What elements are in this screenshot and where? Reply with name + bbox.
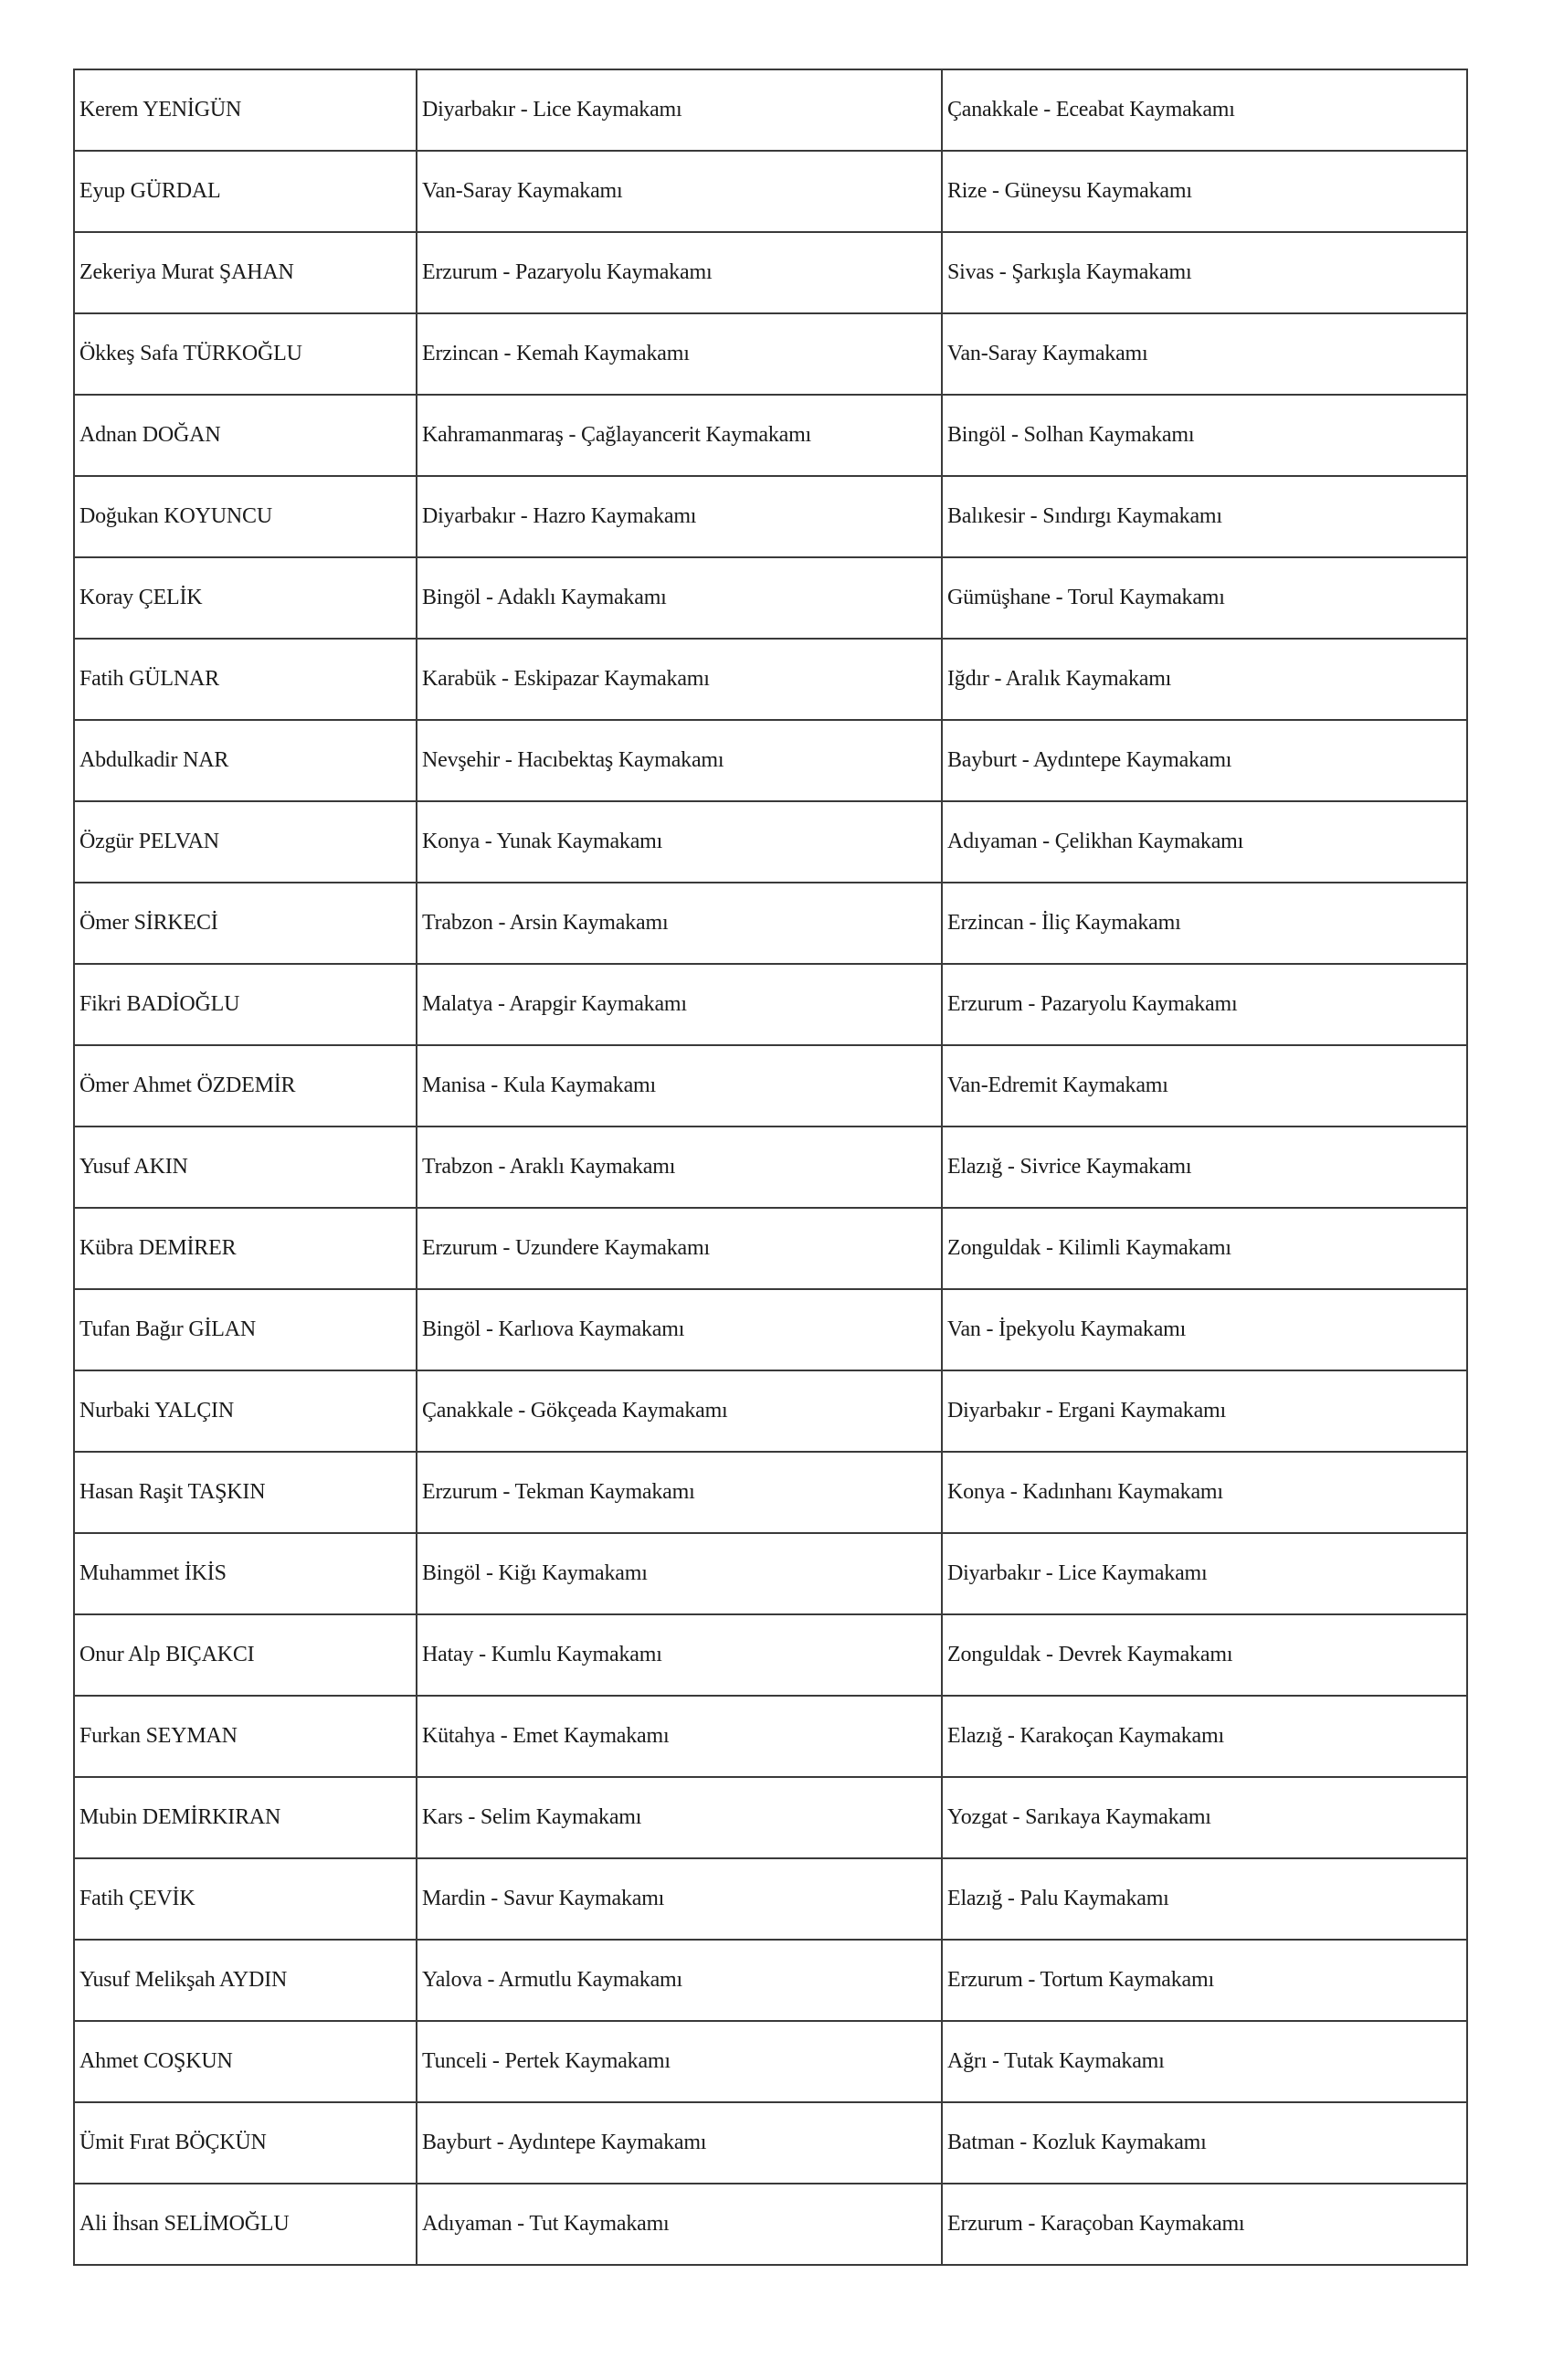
new-post-cell: Elazığ - Sivrice Kaymakamı bbox=[942, 1127, 1467, 1208]
new-post-cell: Van-Saray Kaymakamı bbox=[942, 313, 1467, 395]
name-cell: Yusuf Melikşah AYDIN bbox=[74, 1940, 417, 2021]
table-row bbox=[74, 964, 1467, 1045]
name-cell: Tufan Bağır GİLAN bbox=[74, 1289, 417, 1370]
name-cell: Mubin DEMİRKIRAN bbox=[74, 1777, 417, 1858]
new-post-cell: Sivas - Şarkışla Kaymakamı bbox=[942, 232, 1467, 313]
table-row bbox=[74, 720, 1467, 801]
table-row bbox=[74, 801, 1467, 883]
new-post-cell: Elazığ - Palu Kaymakamı bbox=[942, 1858, 1467, 1940]
current-post-cell: Manisa - Kula Kaymakamı bbox=[417, 1045, 942, 1127]
current-post-cell: Trabzon - Arsin Kaymakamı bbox=[417, 883, 942, 964]
current-post-cell: Trabzon - Araklı Kaymakamı bbox=[417, 1127, 942, 1208]
table-row bbox=[74, 1858, 1467, 1940]
name-cell: Onur Alp BIÇAKCI bbox=[74, 1614, 417, 1696]
current-post-cell: Bingöl - Karlıova Kaymakamı bbox=[417, 1289, 942, 1370]
table-row bbox=[74, 1452, 1467, 1533]
new-post-cell: Ağrı - Tutak Kaymakamı bbox=[942, 2021, 1467, 2102]
current-post-cell: Diyarbakır - Lice Kaymakamı bbox=[417, 69, 942, 151]
table-row bbox=[74, 1777, 1467, 1858]
current-post-cell: Kars - Selim Kaymakamı bbox=[417, 1777, 942, 1858]
name-cell: Hasan Raşit TAŞKIN bbox=[74, 1452, 417, 1533]
new-post-cell: Zonguldak - Devrek Kaymakamı bbox=[942, 1614, 1467, 1696]
current-post-cell: Karabük - Eskipazar Kaymakamı bbox=[417, 639, 942, 720]
current-post-cell: Diyarbakır - Hazro Kaymakamı bbox=[417, 476, 942, 557]
new-post-cell: Erzurum - Tortum Kaymakamı bbox=[942, 1940, 1467, 2021]
table-row bbox=[74, 313, 1467, 395]
current-post-cell: Van-Saray Kaymakamı bbox=[417, 151, 942, 232]
table-row bbox=[74, 883, 1467, 964]
name-cell: Ahmet COŞKUN bbox=[74, 2021, 417, 2102]
current-post-cell: Kahramanmaraş - Çağlayancerit Kaymakamı bbox=[417, 395, 942, 476]
name-cell: Ömer Ahmet ÖZDEMİR bbox=[74, 1045, 417, 1127]
name-cell: Kerem YENİGÜN bbox=[74, 69, 417, 151]
new-post-cell: Erzurum - Karaçoban Kaymakamı bbox=[942, 2184, 1467, 2265]
name-cell: Kübra DEMİRER bbox=[74, 1208, 417, 1289]
table-row bbox=[74, 1696, 1467, 1777]
table-row bbox=[74, 2184, 1467, 2265]
appointment-table-body bbox=[74, 69, 1467, 2265]
current-post-cell: Erzincan - Kemah Kaymakamı bbox=[417, 313, 942, 395]
new-post-cell: Batman - Kozluk Kaymakamı bbox=[942, 2102, 1467, 2184]
new-post-cell: Elazığ - Karakoçan Kaymakamı bbox=[942, 1696, 1467, 1777]
current-post-cell: Tunceli - Pertek Kaymakamı bbox=[417, 2021, 942, 2102]
name-cell: Fatih ÇEVİK bbox=[74, 1858, 417, 1940]
current-post-cell: Erzurum - Tekman Kaymakamı bbox=[417, 1452, 942, 1533]
new-post-cell: Iğdır - Aralık Kaymakamı bbox=[942, 639, 1467, 720]
current-post-cell: Adıyaman - Tut Kaymakamı bbox=[417, 2184, 942, 2265]
table-row bbox=[74, 557, 1467, 639]
name-cell: Abdulkadir NAR bbox=[74, 720, 417, 801]
new-post-cell: Balıkesir - Sındırgı Kaymakamı bbox=[942, 476, 1467, 557]
new-post-cell: Zonguldak - Kilimli Kaymakamı bbox=[942, 1208, 1467, 1289]
new-post-cell: Diyarbakır - Ergani Kaymakamı bbox=[942, 1370, 1467, 1452]
name-cell: Furkan SEYMAN bbox=[74, 1696, 417, 1777]
current-post-cell: Bingöl - Adaklı Kaymakamı bbox=[417, 557, 942, 639]
name-cell: Özgür PELVAN bbox=[74, 801, 417, 883]
name-cell: Fatih GÜLNAR bbox=[74, 639, 417, 720]
new-post-cell: Erzurum - Pazaryolu Kaymakamı bbox=[942, 964, 1467, 1045]
table-row bbox=[74, 151, 1467, 232]
table-row bbox=[74, 69, 1467, 151]
current-post-cell: Yalova - Armutlu Kaymakamı bbox=[417, 1940, 942, 2021]
table-row bbox=[74, 1289, 1467, 1370]
new-post-cell: Erzincan - İliç Kaymakamı bbox=[942, 883, 1467, 964]
name-cell: Nurbaki YALÇIN bbox=[74, 1370, 417, 1452]
new-post-cell: Bingöl - Solhan Kaymakamı bbox=[942, 395, 1467, 476]
name-cell: Yusuf AKIN bbox=[74, 1127, 417, 1208]
table-row bbox=[74, 476, 1467, 557]
name-cell: Fikri BADİOĞLU bbox=[74, 964, 417, 1045]
name-cell: Adnan DOĞAN bbox=[74, 395, 417, 476]
name-cell: Ali İhsan SELİMOĞLU bbox=[74, 2184, 417, 2265]
new-post-cell: Van - İpekyolu Kaymakamı bbox=[942, 1289, 1467, 1370]
table-row bbox=[74, 1370, 1467, 1452]
current-post-cell: Konya - Yunak Kaymakamı bbox=[417, 801, 942, 883]
current-post-cell: Erzurum - Pazaryolu Kaymakamı bbox=[417, 232, 942, 313]
name-cell: Doğukan KOYUNCU bbox=[74, 476, 417, 557]
current-post-cell: Çanakkale - Gökçeada Kaymakamı bbox=[417, 1370, 942, 1452]
current-post-cell: Erzurum - Uzundere Kaymakamı bbox=[417, 1208, 942, 1289]
current-post-cell: Bayburt - Aydıntepe Kaymakamı bbox=[417, 2102, 942, 2184]
new-post-cell: Van-Edremit Kaymakamı bbox=[942, 1045, 1467, 1127]
current-post-cell: Bingöl - Kiğı Kaymakamı bbox=[417, 1533, 942, 1614]
name-cell: Ümit Fırat BÖÇKÜN bbox=[74, 2102, 417, 2184]
appointment-table bbox=[73, 69, 1468, 2266]
new-post-cell: Yozgat - Sarıkaya Kaymakamı bbox=[942, 1777, 1467, 1858]
table-row bbox=[74, 1208, 1467, 1289]
name-cell: Ökkeş Safa TÜRKOĞLU bbox=[74, 313, 417, 395]
table-row bbox=[74, 232, 1467, 313]
table-row bbox=[74, 1940, 1467, 2021]
table-row bbox=[74, 2021, 1467, 2102]
table-row bbox=[74, 1614, 1467, 1696]
name-cell: Muhammet İKİS bbox=[74, 1533, 417, 1614]
name-cell: Ömer SİRKECİ bbox=[74, 883, 417, 964]
new-post-cell: Konya - Kadınhanı Kaymakamı bbox=[942, 1452, 1467, 1533]
table-row bbox=[74, 1045, 1467, 1127]
new-post-cell: Çanakkale - Eceabat Kaymakamı bbox=[942, 69, 1467, 151]
current-post-cell: Nevşehir - Hacıbektaş Kaymakamı bbox=[417, 720, 942, 801]
new-post-cell: Bayburt - Aydıntepe Kaymakamı bbox=[942, 720, 1467, 801]
table-row bbox=[74, 1533, 1467, 1614]
name-cell: Zekeriya Murat ŞAHAN bbox=[74, 232, 417, 313]
current-post-cell: Hatay - Kumlu Kaymakamı bbox=[417, 1614, 942, 1696]
current-post-cell: Kütahya - Emet Kaymakamı bbox=[417, 1696, 942, 1777]
name-cell: Koray ÇELİK bbox=[74, 557, 417, 639]
current-post-cell: Mardin - Savur Kaymakamı bbox=[417, 1858, 942, 1940]
table-row bbox=[74, 2102, 1467, 2184]
current-post-cell: Malatya - Arapgir Kaymakamı bbox=[417, 964, 942, 1045]
new-post-cell: Gümüşhane - Torul Kaymakamı bbox=[942, 557, 1467, 639]
table-row bbox=[74, 395, 1467, 476]
new-post-cell: Diyarbakır - Lice Kaymakamı bbox=[942, 1533, 1467, 1614]
new-post-cell: Adıyaman - Çelikhan Kaymakamı bbox=[942, 801, 1467, 883]
table-row bbox=[74, 639, 1467, 720]
table-row bbox=[74, 1127, 1467, 1208]
name-cell: Eyup GÜRDAL bbox=[74, 151, 417, 232]
new-post-cell: Rize - Güneysu Kaymakamı bbox=[942, 151, 1467, 232]
